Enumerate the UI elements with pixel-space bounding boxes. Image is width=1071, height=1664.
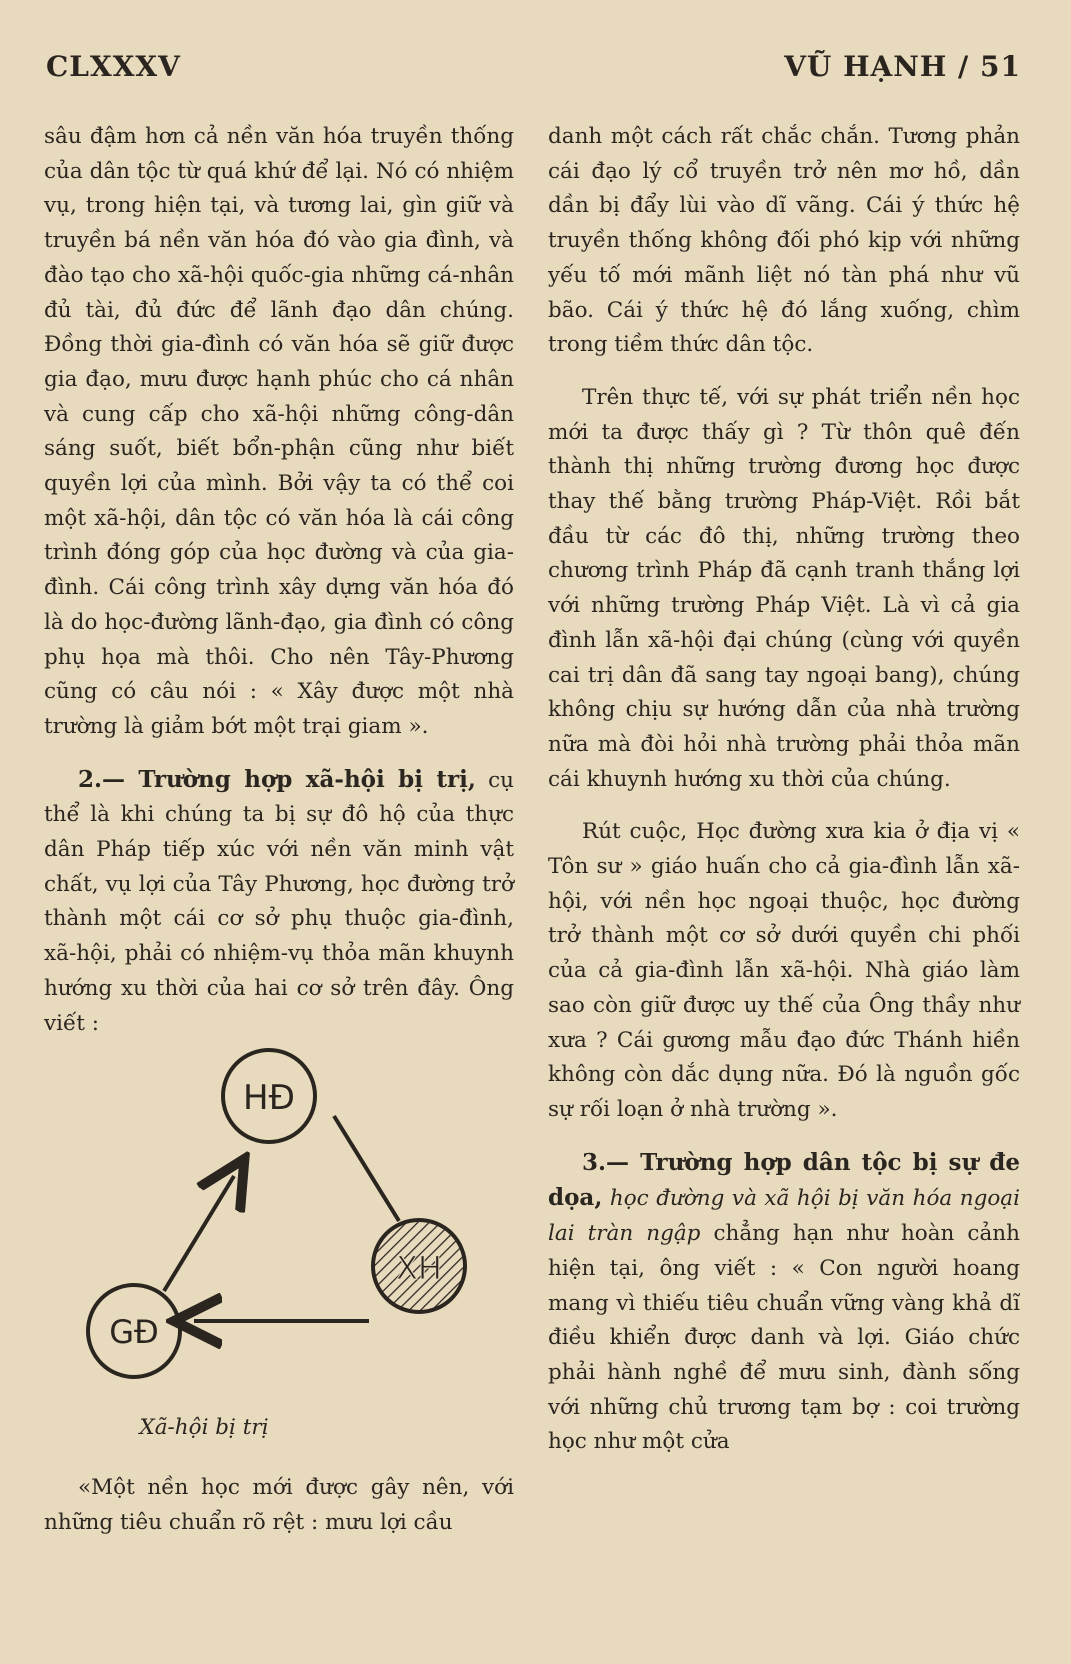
line-xh-to-hd (334, 1116, 399, 1221)
paragraph (44, 763, 514, 1042)
paragraph-text: chẳng hạn như hoàn cảnh hiện tại, ông viết : « Con người hoang mang vì thiếu tiêu chuẩn vững vàng khả dĩ điều khiển được danh và lợi. Giáo chức phải hành nghề để mưu sinh, đành sống với những chủ trương tạm bợ : coi trường học như một cửa (548, 1221, 1020, 1455)
paragraph-text: cụ thể là khi chúng ta bị sự đô hộ của thực dân Pháp tiếp xúc với nền văn minh vật chất, vụ lợi của Tây Phương, học đường trở thành một cái cơ sở phụ thuộc gia-đình, xã-hội, phải có nhiệm-vụ thỏa mãn khuynh hướng xu thời của hai cơ sở trên đây. Ông viết : (44, 767, 514, 1036)
paragraph: sâu đậm hơn cả nền văn hóa truyền thống của dân tộc từ quá khứ để lại. Nó có nhiệm vụ, trong hiện tại, và tương lai, gìn giữ và truyền bá nền văn hóa đó vào gia đình, và đào tạo cho xã-hội quốc-gia những cá-nhân đủ tài, đủ đức để lãnh đạo dân chúng. Đồng thời gia-đình có văn hóa sẽ giữ được gia đạo, mưu được hạnh phúc cho cá nhân và cung cấp cho xã-hội những công-dân sáng suốt, biết bổn-phận cũng như biết quyền lợi của mình. Bởi vậy ta có thể coi một xã-hội, dân tộc có văn hóa là cái công trình đóng góp của học đường và của gia-đình. Cái công trình xây dựng văn hóa đó là do học-đường lãnh-đạo, gia đình có công phụ họa mà thôi. Cho nên Tây-Phương cũng có câu nói : « Xây được một nhà trường là giảm bớt một trại giam ». (44, 124, 514, 739)
paragraph (548, 1146, 1020, 1460)
spacer (548, 797, 1020, 815)
italic-phrase: học đường và xã hội bị văn hóa ngoại lai tràn ngập (548, 1186, 1020, 1247)
paragraph: danh một cách rất chắc chắn. Tương phản cái đạo lý cổ truyền trở nên mơ hồ, dần dần bị đẩy lùi vào dĩ vãng. Cái ý thức hệ truyền thống không đối phó kịp với những yếu tố mới mãnh liệt nó tàn phá như vũ bão. Cái ý thức hệ đó lắng xuống, chìm trong tiềm thức dân tộc. (548, 124, 1020, 358)
chapter-number: CLXXXV (46, 50, 181, 83)
section-heading: 2.— Trường hợp xã-hội bị trị, (78, 765, 476, 793)
paragraph: «Một nền học mới được gây nên, với những tiêu chuẩn rõ rệt : mưu lợi cầu (44, 1475, 514, 1535)
arrow-gd-to-hd (164, 1176, 234, 1291)
right-column (548, 120, 1020, 1460)
spacer (548, 1128, 1020, 1146)
diagram-svg (44, 1041, 514, 1421)
spacer (548, 363, 1020, 381)
paragraph: Rút cuộc, Học đường xưa kia ở địa vị « Tôn sư » giáo huấn cho cả gia-đình lẫn xã-hội, với nền học ngoại thuộc, học đường trở thành một cơ sở dưới quyền chi phối của cả gia-đình lẫn xã-hội. Nhà giáo làm sao còn giữ được uy thế của Ông thầy như xưa ? Cái gương mẫu đạo đức Thánh hiền không còn dắc dụng nữa. Đó là nguồn gốc sự rối loạn ở nhà trường ». (548, 819, 1020, 1122)
top-node-label: HĐ (243, 1078, 295, 1119)
relationship-diagram (44, 1041, 514, 1471)
left-node-label: GĐ (109, 1313, 159, 1352)
paragraph: Trên thực tế, với sự phát triển nền học mới ta được thấy gì ? Từ thôn quê đến thành thị những trường đương học được thay thế bằng trường Pháp-Việt. Rồi bắt đầu từ các đô thị, những trường theo chương trình Pháp đã cạnh tranh thắng lợi với những trường Pháp Việt. Là vì cả gia đình lẫn xã-hội đại chúng (cùng với quyền cai trị dân đã sang tay ngoại bang), chúng không chịu sự hướng dẫn của nhà trường nữa mà đòi hỏi nhà trường phải thỏa mãn cái khuynh hướng xu thời của chúng. (548, 384, 1020, 792)
section-heading: 3.— Trường hợp dân tộc bị sự đe dọa, (548, 1148, 1020, 1212)
right-node-label: XH (396, 1249, 442, 1288)
spacer (44, 745, 514, 763)
diagram-caption-wrap (44, 1411, 364, 1446)
author-page-number: VŨ HẠNH / 51 (784, 50, 1021, 83)
left-column (44, 120, 514, 1541)
page-header (46, 50, 1021, 90)
diagram-caption: Xã-hội bị trị (139, 1415, 269, 1441)
